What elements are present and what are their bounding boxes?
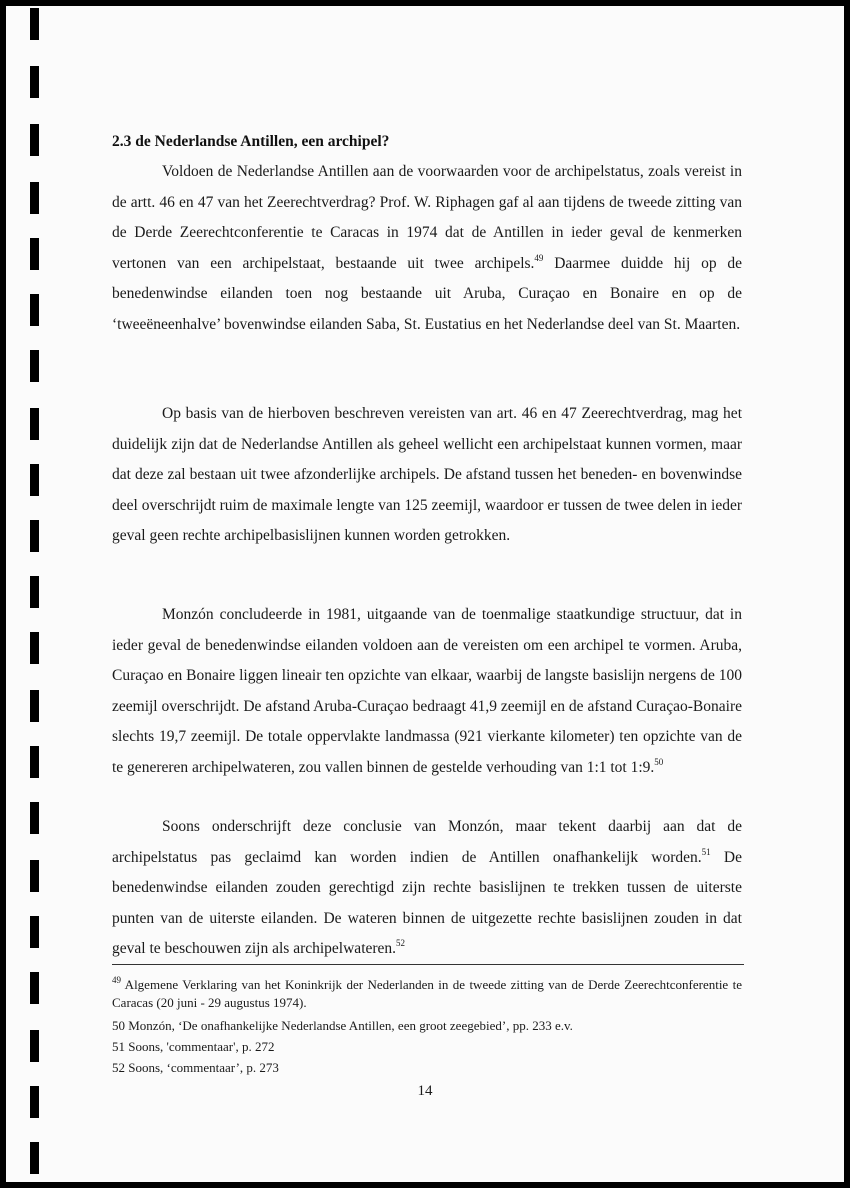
binder-hole bbox=[30, 294, 39, 326]
paragraph-1: Voldoen de Nederlandse Antillen aan de voorwaarden voor de archipelstatus, zoals vereist in de artt. 46 en 47 van het Zeerechtverdrag? Prof. W. Riphagen gaf al aan tijdens de tweede zitting van de Derde Zeerechtconferentie te Caracas in 1974 dat de Antillen in ieder geval de kenmerken vertonen van een archipelstaat, bestaande uit twee archipels.$^{49}$ Daarmee duidde hij op de benedenwindse eilanden toen nog bestaande uit Aruba, Curaçao en Bonaire en op de ‘tweeëneenhalve’ bovenwindse eilanden Saba, St. Eustatius en het Nederlandse deel van St. Maarten. bbox=[112, 163, 743, 333]
page-number: 14 bbox=[417, 1083, 433, 1099]
binder-hole bbox=[30, 66, 39, 98]
binder-hole bbox=[30, 408, 39, 440]
binder-hole bbox=[30, 182, 39, 214]
paragraph-3: Monzón concludeerde in 1981, uitgaande van de toenmalige staatkundige structuur, dat in ieder geval de benedenwindse eilanden voldoen aan de vereisten om een archipel te vormen. Aruba, Curaçao en Bonaire liggen lineair ten opzichte van elkaar, waarbij de langste basislijn nergens de 100 zeemijl overschrijdt. De afstand Aruba-Curaçao bedraagt 41,9 zeemijl en de afstand Curaçao-Bonaire slechts 19,7 zeemijl. De totale oppervlakte landmassa (921 vierkante kilometer) ten opzichte van de te genereren archipelwateren, zou vallen binnen de gestelde verhouding van 1:1 tot 1:9.50 bbox=[112, 606, 742, 776]
footnote-ref-50[interactable]: 50 bbox=[654, 756, 664, 767]
binder-hole bbox=[30, 350, 39, 382]
binder-hole bbox=[30, 1142, 39, 1174]
binder-hole bbox=[30, 860, 39, 892]
binder-hole bbox=[30, 464, 39, 496]
footnote-52: 52 Soons, ‘commentaar’, p. 273 bbox=[112, 1060, 279, 1075]
binder-hole bbox=[30, 916, 39, 948]
paragraph-2: Op basis van de hierboven beschreven vereisten van art. 46 en 47 Zeerechtverdrag, mag het duidelijk zijn dat de Nederlandse Antillen als geheel wellicht een archipelstaat kunnen vormen, maar dat deze zal bestaan uit twee afzonderlijke archipels. De afstand tussen het beneden- en bovenwindse deel overschrijdt ruim de maximale lengte van 125 zeemijl, waardoor er tussen de twee delen in ieder geval geen rechte archipelbasislijnen kunnen worden getrokken. bbox=[112, 405, 742, 545]
footnote-ref-52[interactable]: 52 bbox=[396, 938, 406, 949]
binder-hole bbox=[30, 632, 39, 664]
binder-hole bbox=[30, 1030, 39, 1062]
binder-hole bbox=[30, 746, 39, 778]
binder-hole bbox=[30, 802, 39, 834]
binder-hole bbox=[30, 238, 39, 270]
binder-hole bbox=[30, 972, 39, 1004]
binder-hole bbox=[30, 8, 39, 40]
binder-hole bbox=[30, 576, 39, 608]
footnote-ref-51[interactable]: 51 bbox=[701, 846, 711, 857]
binder-hole bbox=[30, 690, 39, 722]
footnote-ref-49[interactable]: 49 bbox=[534, 252, 544, 263]
footnote-51: 51 Soons, 'commentaar', p. 272 bbox=[112, 1039, 275, 1054]
binder-hole bbox=[30, 520, 39, 552]
footnote-50: 50 Monzón, ‘De onafhankelijke Nederlandse Antillen, een groot zeegebied’, pp. 233 e.v. bbox=[112, 1018, 573, 1033]
section-heading: 2.3 de Nederlandse Antillen, een archipel? bbox=[112, 133, 390, 150]
footnote-separator bbox=[112, 964, 744, 965]
paragraph-4: Soons onderschrijft deze conclusie van Monzón, maar tekent daarbij aan dat de archipelstatus pas geclaimd kan worden indien de Antillen onafhankelijk worden.$^{51}$ De benedenwindse eilanden zouden gerechtigd zijn rechte basislijnen te trekken tussen de uiterste punten van de uiterste eilanden. De wateren binnen de uitgezette rechte basislijnen zouden in dat geval te beschouwen zijn als archipelwateren.$^{52}$ bbox=[112, 818, 742, 958]
binder-hole bbox=[30, 124, 39, 156]
footnote-49: $^{49}$ Algemene Verklaring van het Koninkrijk der Nederlanden in de tweede zitting van de Derde Zeerechtconferentie te Caracas (20 juni - 29 augustus 1974). bbox=[112, 975, 742, 1010]
